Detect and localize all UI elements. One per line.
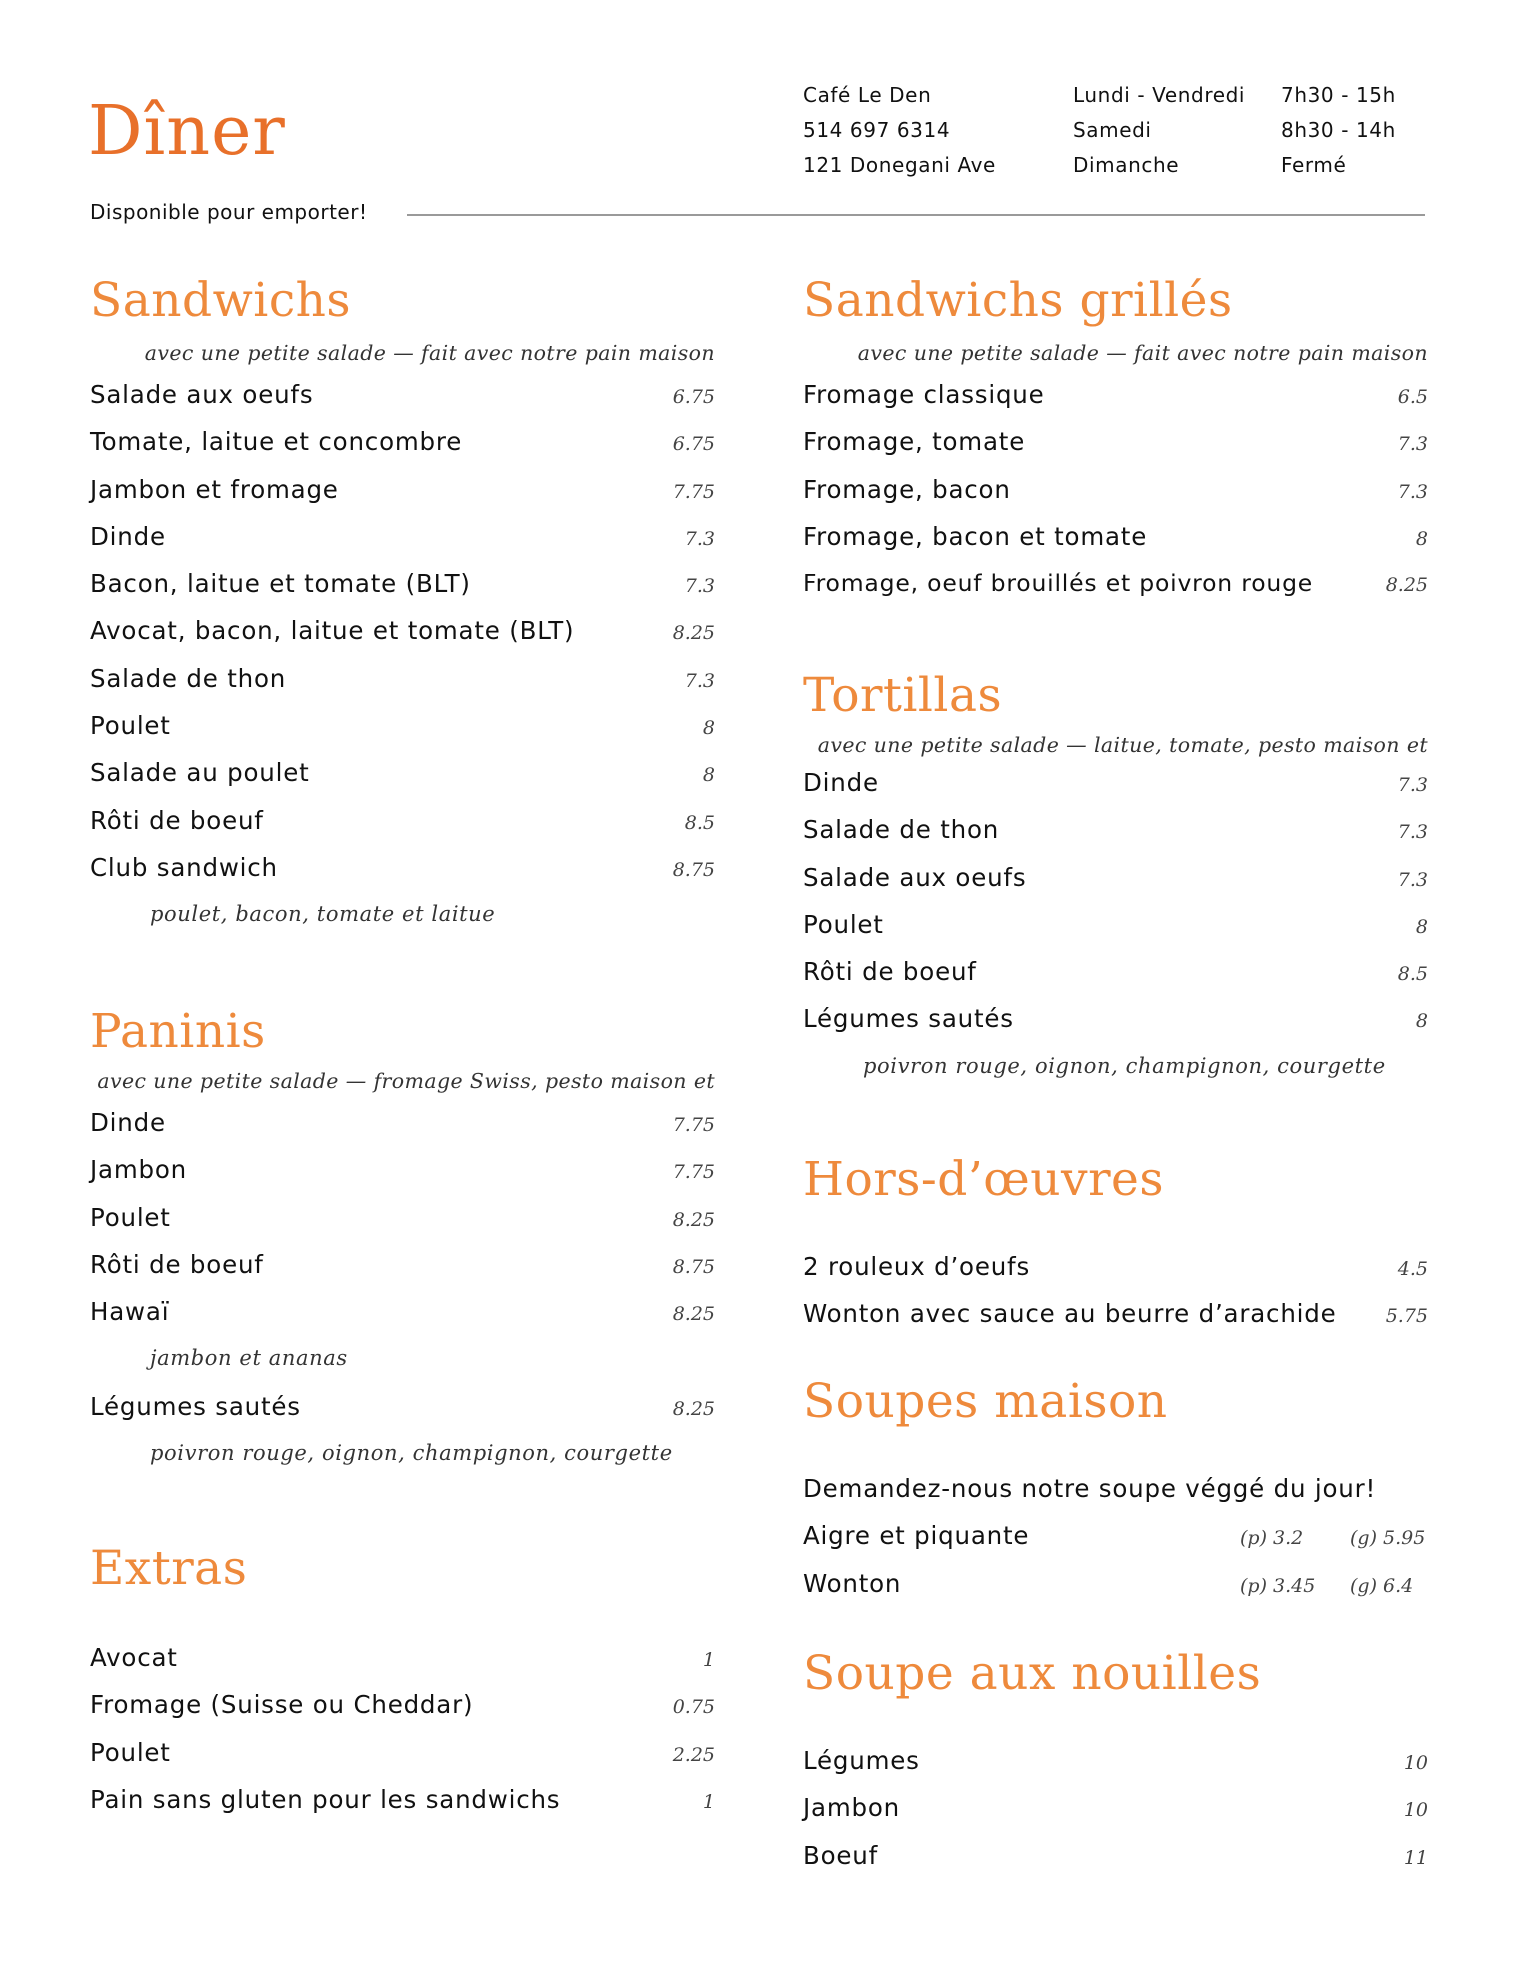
item-price: 8.25 [672, 1303, 715, 1326]
item-price: 8 [702, 764, 715, 787]
item-price: 8.5 [1397, 963, 1428, 986]
item-price-small: (p) 3.2 [1240, 1527, 1304, 1550]
menu-item [90, 1146, 715, 1193]
item-price: 8.25 [672, 1208, 715, 1231]
item-price: 8.5 [684, 811, 715, 834]
item-price: 8 [1415, 527, 1428, 550]
hours-value: 8h30 - 14h [1281, 118, 1396, 142]
menu-item [90, 371, 715, 418]
section-subtitle: avec une petite salade — fait avec notre pain maison [857, 341, 1428, 365]
menu-item [90, 418, 715, 465]
menu-item [803, 513, 1428, 560]
hours-value: 7h30 - 15h [1281, 83, 1396, 107]
menu-item [803, 1243, 1428, 1290]
item-price: 8 [702, 717, 715, 740]
menu-item [90, 1194, 715, 1241]
item-price: 1 [702, 1790, 715, 1813]
item-name: Club sandwich [90, 852, 278, 882]
menu-item [803, 901, 1428, 948]
menu-item [90, 749, 715, 796]
item-name: Légumes sautés [803, 1004, 1014, 1034]
item-price: 6.5 [1397, 386, 1428, 408]
section-title: Extras [90, 1541, 248, 1596]
item-price: 10 [1403, 1799, 1428, 1822]
header-divider [407, 214, 1425, 216]
item-price: 6.75 [672, 386, 715, 408]
cafe-address: 121 Donegani Ave [803, 153, 996, 177]
item-price: 8 [1415, 1010, 1428, 1033]
menu-item [90, 1383, 715, 1430]
item-name: Rôti de boeuf [803, 957, 977, 987]
item-name: Salade aux oeufs [90, 380, 314, 409]
item-name: Salade aux oeufs [803, 862, 1027, 892]
item-name: Légumes [803, 1746, 920, 1775]
item-name: Hawaï [90, 1297, 170, 1327]
opening-hours [1281, 78, 1396, 183]
item-name: Jambon et fromage [90, 474, 339, 504]
item-price: 7.3 [1397, 774, 1428, 796]
item-name: Rôti de boeuf [90, 805, 264, 835]
item-price: 7.75 [672, 1114, 715, 1136]
menu-item [803, 854, 1428, 901]
item-name: Pain sans gluten pour les sandwichs [90, 1784, 561, 1814]
item-name: Dinde [803, 768, 879, 797]
menu-item [803, 418, 1428, 465]
menu-item [803, 995, 1428, 1042]
menu-item [803, 948, 1428, 995]
item-name: Salade de thon [803, 815, 1000, 845]
section-title: Sandwichs grillés [803, 273, 1233, 328]
item-name: Bacon, laitue et tomate (BLT) [90, 569, 471, 599]
section-title: Sandwichs [90, 273, 352, 328]
item-price: 4.5 [1397, 1258, 1428, 1280]
opening-days [1073, 78, 1245, 183]
section-title: Tortillas [803, 668, 1003, 723]
item-name: Jambon [90, 1155, 187, 1185]
section-title: Soupes maison [803, 1374, 1168, 1429]
menu-item [90, 1241, 715, 1288]
menu-item [90, 797, 715, 844]
item-name: Poulet [90, 1737, 171, 1767]
item-name: Avocat, bacon, laitue et tomate (BLT) [90, 616, 575, 646]
item-price: 7.75 [672, 1161, 715, 1184]
item-price: 8 [1415, 915, 1428, 938]
item-price: 0.75 [672, 1696, 715, 1719]
day-label: Dimanche [1073, 153, 1180, 177]
menu-item [90, 1729, 715, 1776]
cafe-name: Café Le Den [803, 83, 932, 107]
menu-item [803, 1512, 1428, 1559]
item-price: 8.75 [672, 1255, 715, 1278]
menu-item [90, 560, 715, 607]
day-label: Lundi - Vendredi [1073, 83, 1246, 107]
menu-item [803, 371, 1428, 418]
item-price: 7.3 [1397, 480, 1428, 503]
item-name: 2 rouleux d’oeufs [803, 1252, 1031, 1281]
section-title: Soupe aux nouilles [803, 1646, 1262, 1701]
menu-item [90, 1776, 715, 1823]
item-name: Fromage classique [803, 380, 1045, 409]
item-price: 1 [702, 1649, 715, 1671]
item-price-large: (g) 6.4 [1350, 1574, 1414, 1597]
item-description: poivron rouge, oignon, champignon, courgette [863, 1053, 1386, 1078]
item-price: 7.3 [684, 669, 715, 692]
menu-item [90, 655, 715, 702]
item-price: 7.3 [684, 575, 715, 598]
menu-item [90, 1288, 715, 1335]
item-name: Fromage, bacon et tomate [803, 521, 1148, 551]
item-price: 8.25 [672, 1397, 715, 1420]
item-price: 7.3 [1397, 433, 1428, 456]
item-name: Fromage, oeuf brouillés et poivron rouge [803, 569, 1314, 598]
item-name: Jambon [803, 1793, 900, 1823]
item-price: 7.3 [1397, 868, 1428, 891]
menu-item [803, 806, 1428, 853]
item-name: Dinde [90, 1108, 166, 1137]
item-price: 7.3 [684, 527, 715, 550]
item-name: Tomate, laitue et concombre [90, 427, 463, 457]
cafe-contact [803, 78, 996, 183]
item-name: Légumes sautés [90, 1391, 301, 1421]
item-name: Fromage, tomate [803, 427, 1026, 457]
item-name: Dinde [90, 521, 166, 551]
item-price: 6.75 [672, 433, 715, 456]
menu-item [803, 1737, 1428, 1784]
item-description: poivron rouge, oignon, champignon, courgette [150, 1441, 673, 1466]
item-name: Fromage (Suisse ou Cheddar) [90, 1690, 474, 1720]
menu-item [90, 1634, 715, 1681]
section-hors-doeuvres [803, 1152, 1428, 1338]
section-subtitle: avec une petite salade — fait avec notre pain maison [144, 341, 715, 365]
section-title: Paninis [90, 1004, 266, 1059]
section-soupe-aux-nouilles [803, 1646, 1428, 1879]
menu-item [90, 844, 715, 891]
soup-of-day-note: Demandez-nous notre soupe véggé du jour! [803, 1474, 1377, 1503]
menu-item [90, 513, 715, 560]
item-description: jambon et ananas [150, 1346, 348, 1371]
section-extras [90, 1541, 715, 1823]
section-subtitle: avec une petite salade — fromage Swiss, pesto maison et [97, 1069, 715, 1093]
item-price: 7.75 [672, 480, 715, 503]
menu-item [90, 1099, 715, 1146]
item-price: 8.25 [1385, 574, 1428, 597]
menu-item [90, 1681, 715, 1728]
item-name: Salade de thon [90, 663, 287, 693]
item-name: Salade au poulet [90, 758, 310, 788]
item-price-small: (p) 3.45 [1240, 1574, 1316, 1597]
hours-value: Fermé [1281, 153, 1347, 177]
section-tortillas [803, 668, 1428, 1090]
section-sandwichs [90, 273, 715, 939]
menu-item [803, 466, 1428, 513]
page-title: Dîner [88, 92, 286, 171]
item-name: Poulet [90, 1202, 171, 1232]
takeaway-note: Disponible pour emporter! [90, 200, 368, 224]
menu-item [90, 702, 715, 749]
item-name: Fromage, bacon [803, 474, 1011, 504]
item-name: Aigre et piquante [803, 1521, 1030, 1551]
item-name: Poulet [90, 711, 171, 741]
item-price: 8.25 [672, 622, 715, 645]
section-paninis [90, 1004, 715, 1477]
item-price: 8.75 [672, 858, 715, 881]
item-price-large: (g) 5.95 [1350, 1527, 1426, 1550]
item-name: Wonton [803, 1568, 902, 1598]
menu-item [803, 1832, 1428, 1879]
menu-item [90, 466, 715, 513]
item-name: Rôti de boeuf [90, 1249, 264, 1279]
section-sandwichs-grilles [803, 273, 1428, 607]
item-price: 10 [1403, 1752, 1428, 1774]
menu-item [803, 560, 1428, 607]
item-price: 11 [1403, 1846, 1428, 1869]
item-name: Avocat [90, 1643, 178, 1672]
day-label: Samedi [1073, 118, 1152, 142]
menu-item [803, 1290, 1428, 1337]
section-title: Hors-d’œuvres [803, 1152, 1164, 1207]
menu-item [803, 759, 1428, 806]
menu-item [90, 607, 715, 654]
item-description: poulet, bacon, tomate et laitue [150, 902, 496, 927]
item-price: 5.75 [1385, 1305, 1428, 1328]
cafe-phone[interactable]: 514 697 6314 [803, 118, 951, 142]
item-name: Wonton avec sauce au beurre d’arachide [803, 1299, 1337, 1329]
section-subtitle: avec une petite salade — laitue, tomate, pesto maison et [817, 733, 1428, 757]
menu-item [803, 1560, 1428, 1607]
item-price: 2.25 [672, 1743, 715, 1766]
menu-item [803, 1784, 1428, 1831]
item-price: 7.3 [1397, 821, 1428, 844]
section-soupes-maison [803, 1374, 1428, 1607]
item-name: Boeuf [803, 1840, 879, 1870]
item-name: Poulet [803, 909, 884, 939]
